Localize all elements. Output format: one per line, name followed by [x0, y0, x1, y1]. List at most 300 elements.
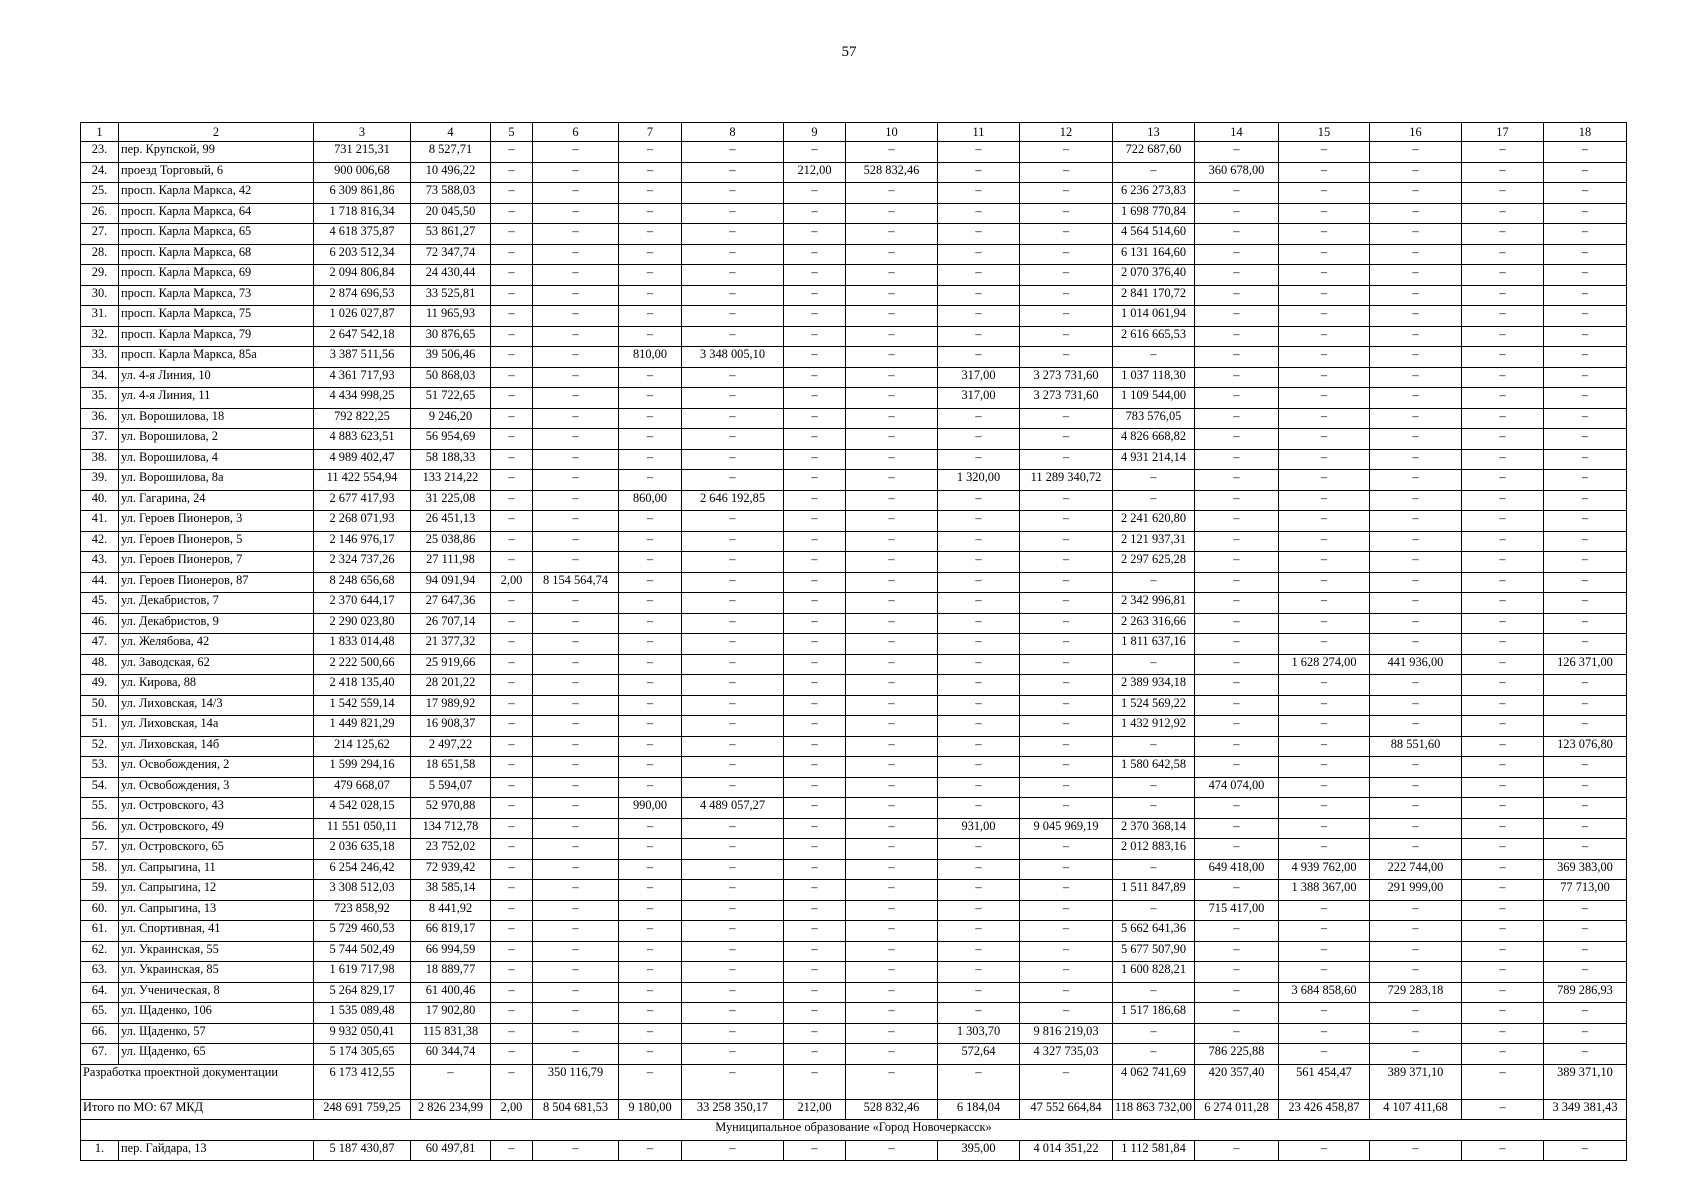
table-cell: – [619, 183, 682, 204]
table-cell: – [491, 449, 533, 470]
table-cell: – [619, 613, 682, 634]
address-cell: просп. Карла Маркса, 75 [119, 306, 314, 327]
table-cell: – [1020, 777, 1113, 798]
table-cell: 16 908,37 [411, 716, 491, 737]
table-row [81, 962, 1627, 983]
table-cell: – [784, 818, 846, 839]
table-cell: – [1020, 982, 1113, 1003]
table-row [81, 244, 1627, 265]
table-cell: 52 970,88 [411, 798, 491, 819]
table-cell: – [533, 470, 619, 491]
table-cell: – [846, 634, 938, 655]
table-cell: – [491, 511, 533, 532]
table-cell: – [533, 367, 619, 388]
table-cell: – [1195, 962, 1279, 983]
table-cell: – [682, 183, 784, 204]
address-cell: ул. Декабристов, 9 [119, 613, 314, 634]
table-cell: – [1279, 142, 1370, 163]
row-number: 63. [81, 962, 119, 983]
table-cell: – [1020, 900, 1113, 921]
table-row [81, 716, 1627, 737]
table-cell: – [491, 859, 533, 880]
table-cell: – [1370, 285, 1462, 306]
table-cell: – [619, 367, 682, 388]
table-cell: – [1020, 408, 1113, 429]
column-header: 18 [1544, 123, 1627, 142]
table-cell: – [938, 1064, 1020, 1099]
table-cell: – [533, 203, 619, 224]
table-cell: 126 371,00 [1544, 654, 1627, 675]
table-cell: – [784, 757, 846, 778]
table-cell: – [491, 326, 533, 347]
address-cell: ул. Героев Пионеров, 5 [119, 531, 314, 552]
table-cell: 60 497,81 [411, 1140, 491, 1161]
table-cell: – [938, 736, 1020, 757]
table-cell: – [533, 511, 619, 532]
table-cell: – [846, 347, 938, 368]
table-cell: – [491, 634, 533, 655]
table-cell: – [533, 1023, 619, 1044]
table-cell: – [533, 1140, 619, 1161]
table-cell: – [1544, 244, 1627, 265]
table-cell: 5 677 507,90 [1113, 941, 1195, 962]
table-cell: – [533, 839, 619, 860]
table-cell: – [1020, 306, 1113, 327]
table-cell: – [784, 1023, 846, 1044]
table-cell: – [1370, 716, 1462, 737]
table-cell: 350 116,79 [533, 1064, 619, 1099]
table-cell: 30 876,65 [411, 326, 491, 347]
table-cell: – [784, 716, 846, 737]
table-cell: – [619, 572, 682, 593]
table-cell: – [938, 654, 1020, 675]
table-cell: – [533, 429, 619, 450]
table-cell: – [533, 490, 619, 511]
table-cell: 723 858,92 [314, 900, 411, 921]
table-cell: – [1462, 326, 1544, 347]
table-cell: 4 826 668,82 [1113, 429, 1195, 450]
table-cell: – [1370, 1140, 1462, 1161]
table-cell: – [846, 818, 938, 839]
table-cell: – [1279, 531, 1370, 552]
table-cell: 1 580 642,58 [1113, 757, 1195, 778]
address-cell: ул. Заводская, 62 [119, 654, 314, 675]
table-cell: – [1113, 1023, 1195, 1044]
table-cell: – [1279, 572, 1370, 593]
table-cell: – [491, 941, 533, 962]
table-cell: 3 387 511,56 [314, 347, 411, 368]
table-cell: – [846, 593, 938, 614]
row-number: 46. [81, 613, 119, 634]
table-cell: – [682, 880, 784, 901]
table-cell: 2 646 192,85 [682, 490, 784, 511]
table-cell: 1 303,70 [938, 1023, 1020, 1044]
table-cell: 134 712,78 [411, 818, 491, 839]
table-cell: – [619, 736, 682, 757]
table-cell: – [1195, 285, 1279, 306]
table-cell: – [784, 490, 846, 511]
table-cell: – [846, 695, 938, 716]
table-cell: – [1195, 572, 1279, 593]
table-row [81, 941, 1627, 962]
table-cell: – [1279, 777, 1370, 798]
table-cell: 2 647 542,18 [314, 326, 411, 347]
table-cell: 8 504 681,53 [533, 1099, 619, 1120]
row-number: 44. [81, 572, 119, 593]
table-cell: – [846, 921, 938, 942]
table-cell: – [784, 347, 846, 368]
table-cell: – [1279, 470, 1370, 491]
table-cell: – [1195, 941, 1279, 962]
table-cell: – [784, 244, 846, 265]
table-cell: – [938, 449, 1020, 470]
table-cell: 61 400,46 [411, 982, 491, 1003]
table-cell: 4 564 514,60 [1113, 224, 1195, 245]
table-cell: – [846, 654, 938, 675]
table-cell: – [784, 839, 846, 860]
table-cell: – [1544, 613, 1627, 634]
table-cell: 2 874 696,53 [314, 285, 411, 306]
table-cell: – [1462, 347, 1544, 368]
table-row [81, 634, 1627, 655]
table-cell: – [1462, 265, 1544, 286]
table-cell: – [1279, 326, 1370, 347]
table-cell: – [682, 695, 784, 716]
table-cell: – [1544, 1003, 1627, 1024]
table-cell: – [533, 1044, 619, 1065]
table-cell: – [682, 203, 784, 224]
table-cell: 1 026 027,87 [314, 306, 411, 327]
address-cell: просп. Карла Маркса, 65 [119, 224, 314, 245]
table-cell: – [1544, 531, 1627, 552]
table-cell: – [784, 880, 846, 901]
row-number: 64. [81, 982, 119, 1003]
table-cell: 4 434 998,25 [314, 388, 411, 409]
table-row [81, 593, 1627, 614]
table-cell: – [846, 388, 938, 409]
table-cell: – [682, 265, 784, 286]
table-row [81, 306, 1627, 327]
table-cell: – [491, 285, 533, 306]
table-cell: 4 107 411,68 [1370, 1099, 1462, 1120]
table-cell: – [619, 757, 682, 778]
table-cell: – [1195, 1023, 1279, 1044]
table-cell: 9 045 969,19 [1020, 818, 1113, 839]
table-cell: – [491, 736, 533, 757]
address-cell: ул. Освобождения, 2 [119, 757, 314, 778]
table-cell: – [938, 203, 1020, 224]
table-cell: – [1370, 162, 1462, 183]
table-cell: – [682, 162, 784, 183]
table-cell: – [1020, 1064, 1113, 1099]
address-cell: пер. Гайдара, 13 [119, 1140, 314, 1161]
table-cell: – [1279, 388, 1370, 409]
row-number: 55. [81, 798, 119, 819]
table-row [81, 613, 1627, 634]
table-cell: – [1544, 921, 1627, 942]
table-cell: – [784, 736, 846, 757]
table-cell: – [1113, 798, 1195, 819]
table-cell: – [491, 203, 533, 224]
table-row [81, 880, 1627, 901]
table-cell: – [533, 244, 619, 265]
table-cell: – [491, 388, 533, 409]
table-cell: – [1462, 1003, 1544, 1024]
table-cell: 11 422 554,94 [314, 470, 411, 491]
table-cell: – [1370, 613, 1462, 634]
table-row [81, 736, 1627, 757]
table-cell: 47 552 664,84 [1020, 1099, 1113, 1120]
address-cell: ул. Лиховская, 14б [119, 736, 314, 757]
table-cell: 18 889,77 [411, 962, 491, 983]
table-cell: – [1195, 839, 1279, 860]
table-cell: – [682, 367, 784, 388]
table-cell: – [1370, 1003, 1462, 1024]
table-cell: – [1544, 716, 1627, 737]
table-cell: – [784, 388, 846, 409]
table-cell: – [682, 941, 784, 962]
table-cell: – [1462, 1023, 1544, 1044]
table-cell: – [846, 552, 938, 573]
table-cell: 2 297 625,28 [1113, 552, 1195, 573]
table-cell: – [1370, 511, 1462, 532]
table-cell: – [938, 224, 1020, 245]
table-cell: – [846, 367, 938, 388]
table-cell: – [682, 634, 784, 655]
row-number: 41. [81, 511, 119, 532]
table-cell: – [682, 1044, 784, 1065]
table-cell: – [682, 552, 784, 573]
table-cell: 33 525,81 [411, 285, 491, 306]
table-cell: – [1370, 388, 1462, 409]
table-cell: 5 729 460,53 [314, 921, 411, 942]
address-cell: ул. Украинская, 55 [119, 941, 314, 962]
table-cell: – [784, 921, 846, 942]
table-cell: – [846, 777, 938, 798]
table-cell: – [682, 244, 784, 265]
table-cell: – [784, 1044, 846, 1065]
table-cell: 39 506,46 [411, 347, 491, 368]
section-title: Муниципальное образование «Город Новочеркасск» [81, 1120, 1627, 1141]
table-cell: – [1195, 203, 1279, 224]
table-cell: 25 919,66 [411, 654, 491, 675]
table-row [81, 347, 1627, 368]
table-cell: 1 599 294,16 [314, 757, 411, 778]
table-cell: – [533, 859, 619, 880]
table-cell: – [1195, 798, 1279, 819]
table-cell: – [1462, 757, 1544, 778]
table-cell: 1 619 717,98 [314, 962, 411, 983]
table-row [81, 900, 1627, 921]
address-cell: просп. Карла Маркса, 68 [119, 244, 314, 265]
table-cell: – [938, 244, 1020, 265]
table-cell: – [533, 613, 619, 634]
table-cell: – [1462, 736, 1544, 757]
table-cell: – [533, 162, 619, 183]
table-cell: – [533, 552, 619, 573]
table-cell: 1 112 581,84 [1113, 1140, 1195, 1161]
table-cell: – [938, 695, 1020, 716]
table-cell: – [1544, 408, 1627, 429]
table-cell: 792 822,25 [314, 408, 411, 429]
table-cell: – [1195, 306, 1279, 327]
table-cell: – [784, 429, 846, 450]
address-cell: пер. Крупской, 99 [119, 142, 314, 163]
table-cell: – [1462, 203, 1544, 224]
table-row [81, 757, 1627, 778]
table-cell: – [1279, 490, 1370, 511]
column-header: 1 [81, 123, 119, 142]
table-cell: 27 111,98 [411, 552, 491, 573]
address-cell: ул. Героев Пионеров, 87 [119, 572, 314, 593]
table-cell: 4 939 762,00 [1279, 859, 1370, 880]
table-cell: 1 388 367,00 [1279, 880, 1370, 901]
table-cell: – [533, 798, 619, 819]
row-number: 49. [81, 675, 119, 696]
table-cell: 2,00 [491, 1099, 533, 1120]
table-cell: – [682, 511, 784, 532]
table-cell: – [491, 593, 533, 614]
table-cell: – [1370, 777, 1462, 798]
table-cell: 2 268 071,93 [314, 511, 411, 532]
table-cell: – [846, 941, 938, 962]
table-cell: – [1113, 572, 1195, 593]
table-cell: – [619, 306, 682, 327]
address-cell: ул. Сапрыгина, 12 [119, 880, 314, 901]
table-cell: – [682, 326, 784, 347]
table-cell: – [1462, 531, 1544, 552]
table-cell: 291 999,00 [1370, 880, 1462, 901]
table-cell: – [1195, 1140, 1279, 1161]
table-cell: – [784, 695, 846, 716]
table-cell: – [1462, 818, 1544, 839]
table-cell: – [938, 183, 1020, 204]
table-cell: 2 677 417,93 [314, 490, 411, 511]
table-cell: – [1195, 408, 1279, 429]
address-cell: просп. Карла Маркса, 79 [119, 326, 314, 347]
table-cell: – [619, 900, 682, 921]
table-cell: 2 094 806,84 [314, 265, 411, 286]
table-cell: – [1462, 285, 1544, 306]
table-cell: – [784, 593, 846, 614]
table-cell: – [1462, 408, 1544, 429]
address-cell: ул. Щаденко, 106 [119, 1003, 314, 1024]
table-cell: 783 576,05 [1113, 408, 1195, 429]
table-cell: – [619, 941, 682, 962]
table-cell: 1 698 770,84 [1113, 203, 1195, 224]
column-header: 15 [1279, 123, 1370, 142]
row-number: 53. [81, 757, 119, 778]
column-header: 13 [1113, 123, 1195, 142]
table-cell: – [491, 654, 533, 675]
table-cell: – [1279, 203, 1370, 224]
table-cell: 118 863 732,00 [1113, 1099, 1195, 1120]
column-header: 10 [846, 123, 938, 142]
table-cell: – [682, 1023, 784, 1044]
row-number: 24. [81, 162, 119, 183]
table-cell: – [1195, 593, 1279, 614]
table-cell: 2 012 883,16 [1113, 839, 1195, 860]
table-cell: – [1020, 593, 1113, 614]
table-cell: – [1544, 142, 1627, 163]
table-cell: 72 347,74 [411, 244, 491, 265]
table-cell: – [533, 285, 619, 306]
column-header: 6 [533, 123, 619, 142]
table-cell: – [619, 921, 682, 942]
table-cell: – [1462, 634, 1544, 655]
table-row [81, 982, 1627, 1003]
table-cell: – [491, 1064, 533, 1099]
table-cell: – [846, 982, 938, 1003]
table-cell: – [1370, 244, 1462, 265]
address-cell: ул. Желябова, 42 [119, 634, 314, 655]
table-cell: – [1370, 941, 1462, 962]
table-cell: – [938, 162, 1020, 183]
table-cell: 8 441,92 [411, 900, 491, 921]
table-cell: – [1195, 695, 1279, 716]
table-row [81, 572, 1627, 593]
table-cell: – [1020, 326, 1113, 347]
table-cell: – [938, 634, 1020, 655]
table-cell: – [1195, 224, 1279, 245]
table-cell: 9 932 050,41 [314, 1023, 411, 1044]
table-cell: 2 070 376,40 [1113, 265, 1195, 286]
table-cell: – [682, 962, 784, 983]
column-header: 17 [1462, 123, 1544, 142]
row-number: 57. [81, 839, 119, 860]
table-cell: – [938, 306, 1020, 327]
table-cell: – [1279, 941, 1370, 962]
table-cell: 900 006,68 [314, 162, 411, 183]
table-cell: – [938, 859, 1020, 880]
table-cell: 317,00 [938, 388, 1020, 409]
table-row [81, 142, 1627, 163]
table-cell: – [491, 675, 533, 696]
table-cell: 9 816 219,03 [1020, 1023, 1113, 1044]
table-cell: – [1020, 449, 1113, 470]
table-row [81, 818, 1627, 839]
table-cell: – [533, 921, 619, 942]
table-cell: 4 883 623,51 [314, 429, 411, 450]
table-cell: – [619, 531, 682, 552]
table-cell: 2 370 368,14 [1113, 818, 1195, 839]
table-cell: – [1195, 367, 1279, 388]
table-cell: – [846, 962, 938, 983]
row-number: 52. [81, 736, 119, 757]
table-row [81, 777, 1627, 798]
table-cell: – [1462, 921, 1544, 942]
table-cell: – [1020, 654, 1113, 675]
table-cell: – [619, 1064, 682, 1099]
row-number: 28. [81, 244, 119, 265]
table-cell: – [1020, 675, 1113, 696]
table-cell: 479 668,07 [314, 777, 411, 798]
table-cell: – [1195, 183, 1279, 204]
section-row [81, 1120, 1627, 1141]
table-cell: 2 324 737,26 [314, 552, 411, 573]
table-cell: – [784, 552, 846, 573]
row-number: 32. [81, 326, 119, 347]
table-cell: – [938, 675, 1020, 696]
table-cell: – [682, 285, 784, 306]
table-cell: – [938, 941, 1020, 962]
table-cell: – [491, 531, 533, 552]
row-number: 66. [81, 1023, 119, 1044]
table-cell: – [682, 859, 784, 880]
table-cell: 2 370 644,17 [314, 593, 411, 614]
address-cell: ул. Ученическая, 8 [119, 982, 314, 1003]
table-cell: – [533, 900, 619, 921]
